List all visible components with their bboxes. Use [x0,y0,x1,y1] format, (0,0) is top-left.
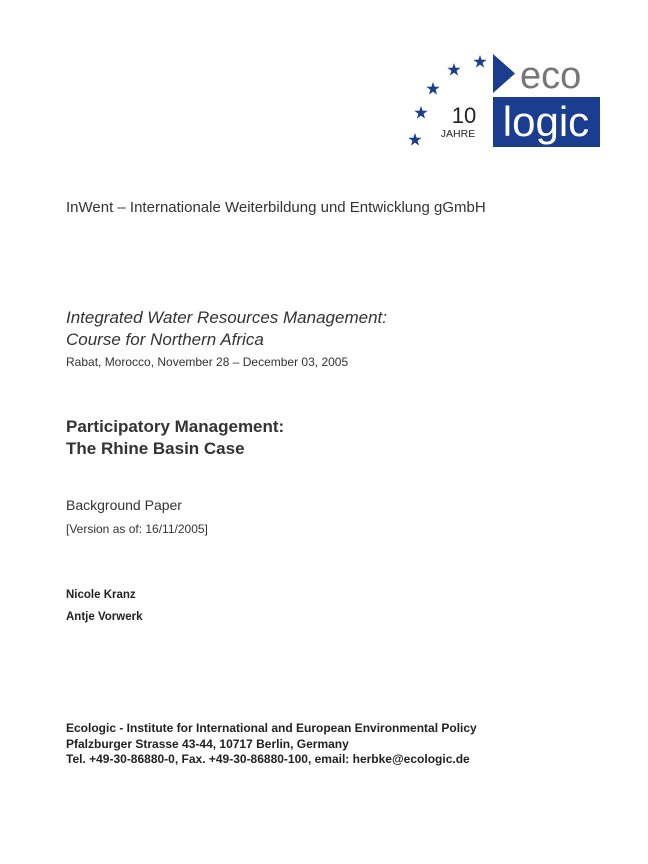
footer-contact [66,721,477,768]
brand-logic: logic [502,98,590,145]
ecologic-logo-graphic [404,50,602,150]
triangle-arrow-icon [493,54,515,93]
author-name: Nicole Kranz [66,589,136,601]
star-icon [414,106,427,119]
course-title-line1: Integrated Water Resources Management: [66,308,387,327]
course-title [66,307,387,351]
star-icon [473,55,486,68]
paper-title [66,416,284,460]
course-location-date: Rabat, Morocco, November 28 – December 03, 2005 [66,355,349,369]
star-icon [447,63,460,76]
star-icon [426,82,439,95]
organization-name: InWent – Internationale Weiterbildung und Entwicklung gGmbH [66,199,486,216]
years-word: JAHRE [440,128,476,140]
star-icon [408,133,421,146]
paper-title-line2: The Rhine Basin Case [66,439,245,458]
ecologic-logo [404,50,602,150]
document-type: Background Paper [66,497,182,513]
footer-phone-email: Tel. +49-30-86880-0, Fax. +49-30-86880-100, email: herbke@ecologic.de [66,752,470,766]
brand-eco: eco [520,55,582,97]
course-title-line2: Course for Northern Africa [66,330,264,349]
footer-address: Pfalzburger Strasse 43-44, 10717 Berlin, Germany [66,736,349,751]
years-number: 10 [451,103,477,128]
footer-institute: Ecologic - Institute for International and European Environmental Policy [66,721,477,735]
document-version: [Version as of: 16/11/2005] [66,522,208,536]
paper-title-line1: Participatory Management: [66,417,285,436]
author-name: Antje Vorwerk [66,611,143,623]
